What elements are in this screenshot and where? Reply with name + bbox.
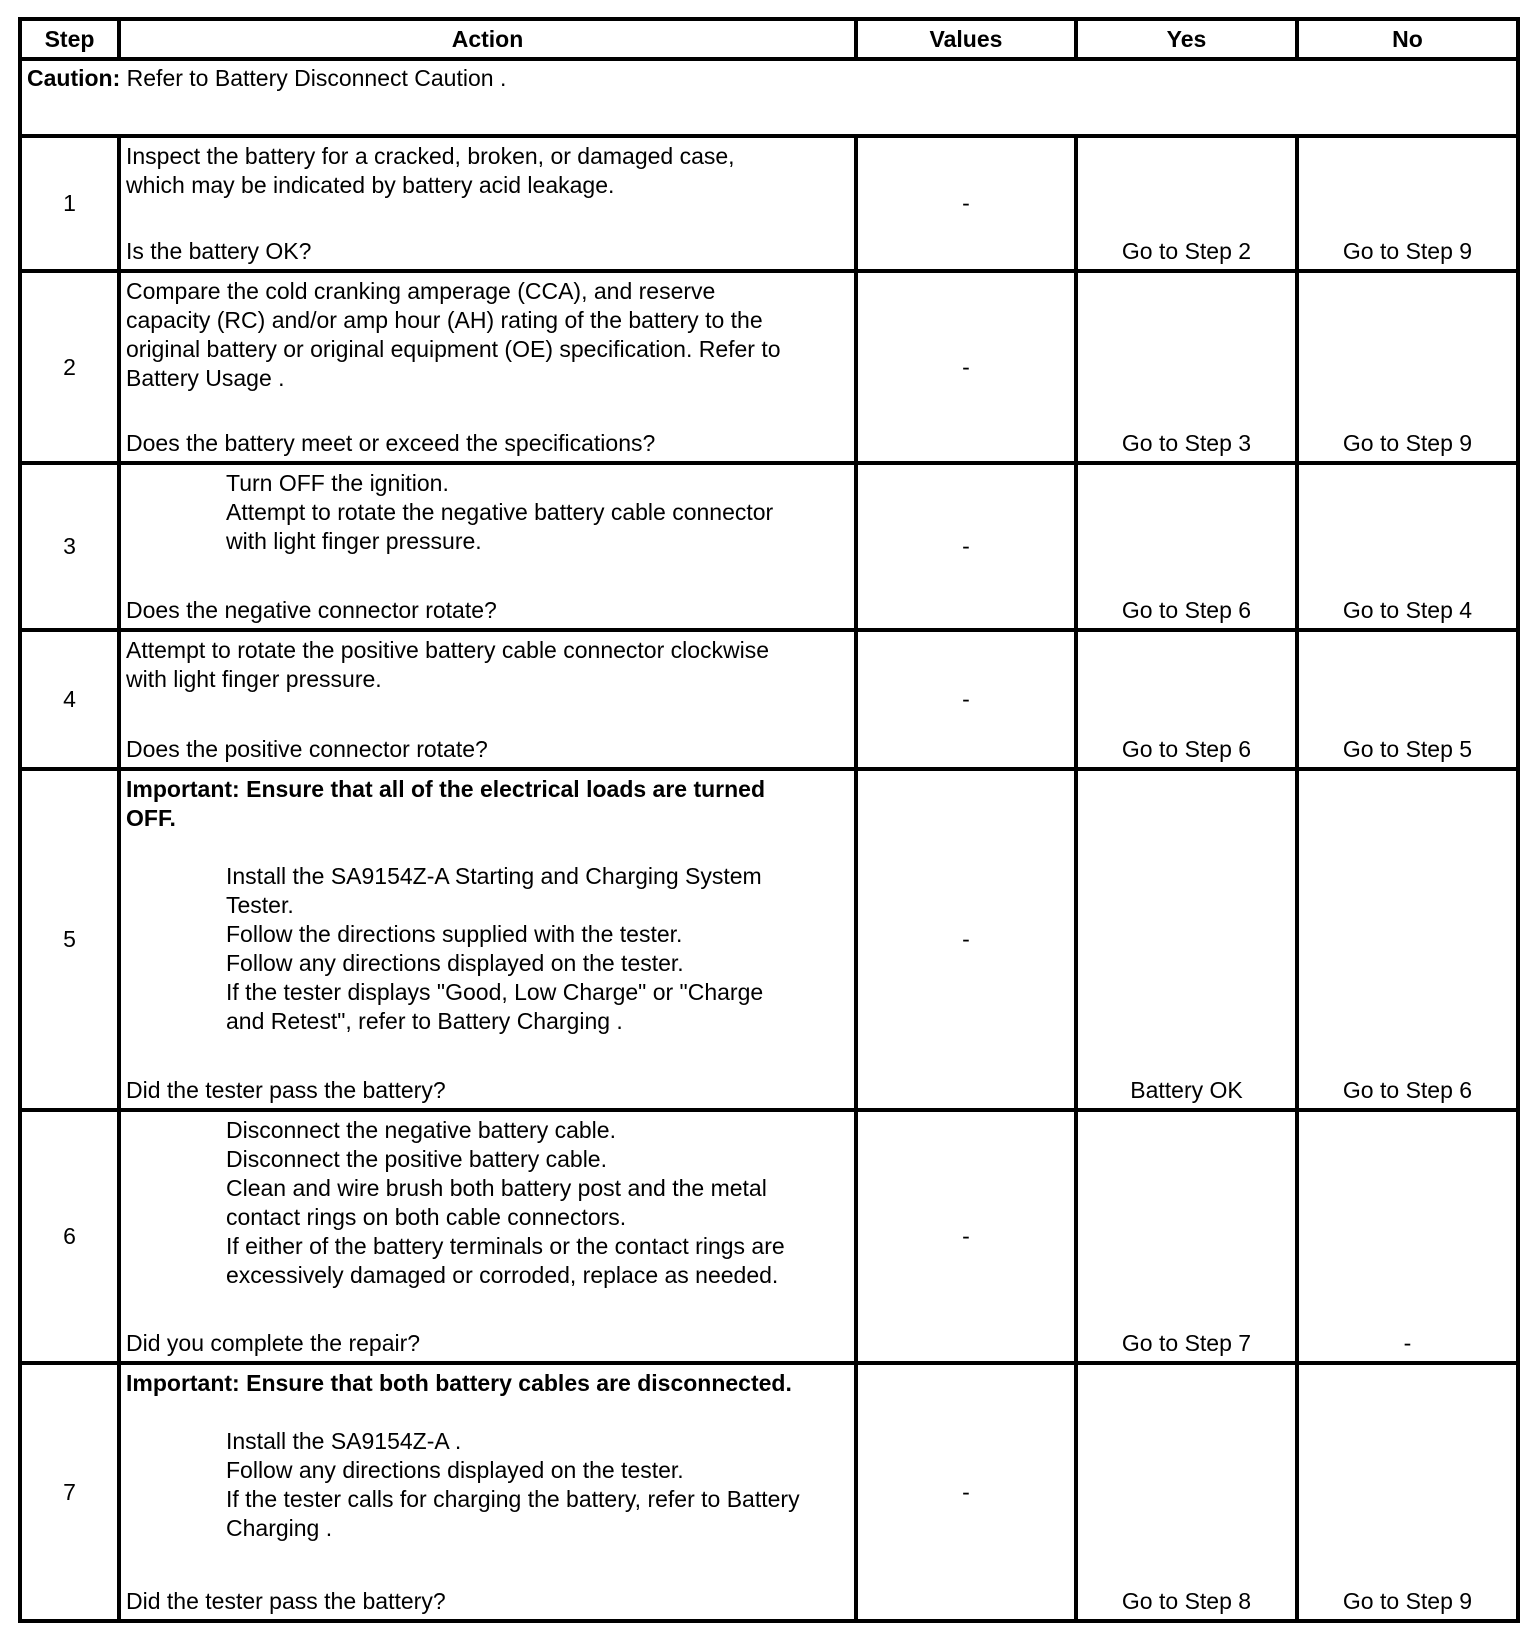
step-yes: Go to Step 6 bbox=[1076, 463, 1297, 630]
step-action bbox=[119, 769, 856, 1110]
step-number: 2 bbox=[20, 271, 119, 463]
important-note: Important: Ensure that both battery cables are disconnected. bbox=[126, 1370, 792, 1396]
step-number: 3 bbox=[20, 463, 119, 630]
action-indented-line: with light finger pressure. bbox=[226, 528, 482, 554]
action-indented-line: excessively damaged or corroded, replace as needed. bbox=[226, 1262, 779, 1288]
action-indented-line: If either of the battery terminals or the contact rings are bbox=[226, 1233, 785, 1259]
action-indented-line: If the tester displays "Good, Low Charge" or "Charge bbox=[226, 979, 764, 1005]
action-indented-line: Charging . bbox=[226, 1515, 333, 1541]
action-line: Inspect the battery for a cracked, broken, or damaged case, bbox=[126, 143, 735, 169]
action-question: Did the tester pass the battery? bbox=[126, 1077, 446, 1103]
action-indented-line: and Retest", refer to Battery Charging . bbox=[226, 1008, 623, 1034]
action-line: with light finger pressure. bbox=[126, 666, 382, 692]
action-indented-line: If the tester calls for charging the battery, refer to Battery bbox=[226, 1486, 800, 1512]
action-line: original battery or original equipment (OE) specification. Refer to bbox=[126, 336, 781, 362]
step-value: - bbox=[856, 136, 1076, 271]
step-value: - bbox=[856, 769, 1076, 1110]
action-question: Does the negative connector rotate? bbox=[126, 597, 497, 623]
step-yes: Go to Step 6 bbox=[1076, 630, 1297, 769]
step-action bbox=[119, 271, 856, 463]
step-row-2 bbox=[20, 271, 1518, 463]
step-action bbox=[119, 1363, 856, 1621]
step-row-7 bbox=[20, 1363, 1518, 1621]
step-value: - bbox=[856, 1363, 1076, 1621]
step-number: 5 bbox=[20, 769, 119, 1110]
caution-label: Caution: bbox=[27, 65, 121, 91]
step-value: - bbox=[856, 630, 1076, 769]
action-question: Is the battery OK? bbox=[126, 238, 312, 264]
action-indented-line: Install the SA9154Z-A . bbox=[226, 1428, 462, 1454]
step-action bbox=[119, 1110, 856, 1363]
action-line: Compare the cold cranking amperage (CCA), and reserve bbox=[126, 278, 716, 304]
step-number: 1 bbox=[20, 136, 119, 271]
step-yes: Go to Step 2 bbox=[1076, 136, 1297, 271]
header-row bbox=[20, 19, 1518, 59]
step-no: Go to Step 5 bbox=[1297, 630, 1518, 769]
step-value: - bbox=[856, 1110, 1076, 1363]
step-no: Go to Step 6 bbox=[1297, 769, 1518, 1110]
action-indented-line: Turn OFF the ignition. bbox=[226, 470, 449, 496]
step-value: - bbox=[856, 271, 1076, 463]
caution-cell bbox=[20, 59, 1518, 136]
action-indented-line: Install the SA9154Z-A Starting and Charging System bbox=[226, 863, 762, 889]
step-row-4 bbox=[20, 630, 1518, 769]
step-number: 7 bbox=[20, 1363, 119, 1621]
action-indented-line: Follow any directions displayed on the tester. bbox=[226, 950, 684, 976]
action-question: Does the battery meet or exceed the specifications? bbox=[126, 430, 656, 456]
step-yes: Go to Step 3 bbox=[1076, 271, 1297, 463]
action-question: Did the tester pass the battery? bbox=[126, 1588, 446, 1614]
step-yes: Go to Step 7 bbox=[1076, 1110, 1297, 1363]
important-note: OFF. bbox=[126, 805, 176, 831]
step-yes: Go to Step 8 bbox=[1076, 1363, 1297, 1621]
step-no: Go to Step 4 bbox=[1297, 463, 1518, 630]
action-line: Battery Usage . bbox=[126, 365, 285, 391]
action-indented-line: Tester. bbox=[226, 892, 294, 918]
action-indented-line: Follow any directions displayed on the tester. bbox=[226, 1457, 684, 1483]
header-no: No bbox=[1297, 19, 1518, 59]
step-row-5 bbox=[20, 769, 1518, 1110]
caution-text: Refer to Battery Disconnect Caution . bbox=[126, 65, 507, 91]
step-yes: Battery OK bbox=[1076, 769, 1297, 1110]
header-yes: Yes bbox=[1076, 19, 1297, 59]
step-no: - bbox=[1297, 1110, 1518, 1363]
action-question: Did you complete the repair? bbox=[126, 1330, 421, 1356]
diagnostic-table bbox=[18, 17, 1520, 1623]
action-indented-line: Disconnect the negative battery cable. bbox=[226, 1117, 616, 1143]
step-value: - bbox=[856, 463, 1076, 630]
action-indented-line: Attempt to rotate the negative battery cable connector bbox=[226, 499, 774, 525]
step-no: Go to Step 9 bbox=[1297, 1363, 1518, 1621]
step-row-1 bbox=[20, 136, 1518, 271]
action-line: Attempt to rotate the positive battery cable connector clockwise bbox=[126, 637, 770, 663]
step-no: Go to Step 9 bbox=[1297, 136, 1518, 271]
step-action bbox=[119, 463, 856, 630]
step-number: 6 bbox=[20, 1110, 119, 1363]
action-line: capacity (RC) and/or amp hour (AH) rating of the battery to the bbox=[126, 307, 763, 333]
step-row-6 bbox=[20, 1110, 1518, 1363]
header-step: Step bbox=[20, 19, 119, 59]
step-row-3 bbox=[20, 463, 1518, 630]
caution-row bbox=[20, 59, 1518, 136]
step-action bbox=[119, 136, 856, 271]
header-action: Action bbox=[119, 19, 856, 59]
action-indented-line: Clean and wire brush both battery post and the metal bbox=[226, 1175, 767, 1201]
important-note: Important: Ensure that all of the electrical loads are turned bbox=[126, 776, 766, 802]
step-action bbox=[119, 630, 856, 769]
action-indented-line: Follow the directions supplied with the tester. bbox=[226, 921, 683, 947]
action-indented-line: contact rings on both cable connectors. bbox=[226, 1204, 627, 1230]
action-indented-line: Disconnect the positive battery cable. bbox=[226, 1146, 607, 1172]
action-question: Does the positive connector rotate? bbox=[126, 736, 488, 762]
header-values: Values bbox=[856, 19, 1076, 59]
step-number: 4 bbox=[20, 630, 119, 769]
action-line: which may be indicated by battery acid leakage. bbox=[126, 172, 615, 198]
step-no: Go to Step 9 bbox=[1297, 271, 1518, 463]
